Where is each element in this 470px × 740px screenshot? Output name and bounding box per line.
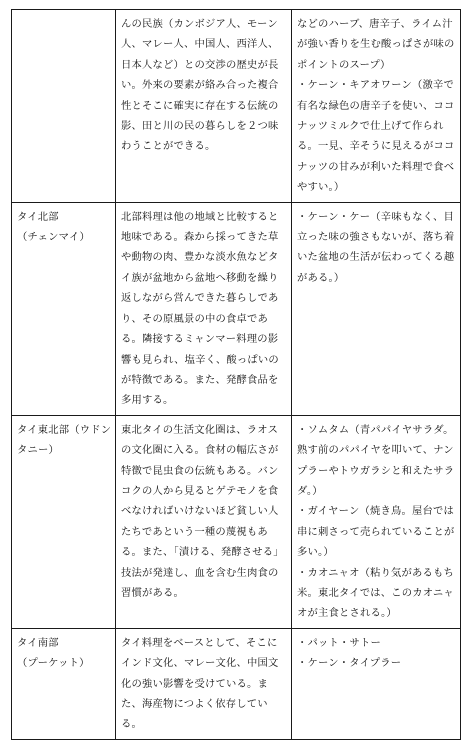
dish-item: ・ケーン・ケー（辛味もなく、目立った味の強さもないが、落ち着いた盆地の生活が伝わってくる趣がある。） <box>297 210 455 284</box>
description-cell: 北部料理は他の地域と比較すると地味である。森から採ってきた草や動物の肉、豊かな淡水魚などタイ族が盆地から盆地へ移動を繰り返しながら営んできた暮らしであり、その原風景の中の食卓である。隣接するミャンマー料理の影響も見られ、塩辛く、酸っぱいのが特徴である。また、発酵食品を多用する。 <box>116 202 292 415</box>
regional-cuisine-table <box>11 9 461 740</box>
table-row <box>12 628 461 739</box>
region-name: タイ南部 <box>17 636 59 649</box>
region-cell <box>12 10 116 203</box>
region-name: タイ北部 <box>17 210 59 223</box>
table-row <box>12 202 461 415</box>
dish-item: ・カオニャオ（粘り気があるもち米。東北タイでは、このカオニャオが主食とされる。） <box>297 566 455 620</box>
region-city: （チェンマイ） <box>17 231 90 244</box>
dish-item: ・ソムタム（青パパイヤサラダ。熟す前のパパイヤを叩いて、ナンプラーやトウガラシと和えたサラダ。） <box>297 423 455 497</box>
region-city: タニー） <box>17 444 59 457</box>
region-cell <box>12 202 116 415</box>
dishes-cell <box>292 415 461 628</box>
description-cell: んの民族（カンボジア人、モーン人、マレー人、中国人、西洋人、日本人など）との交渉の歴史が長い。外来の要素が絡み合った複合性とそこに確実に存在する伝統の影、田と川の民の暮らしを２つ味わうことができる。 <box>116 10 292 203</box>
region-cell <box>12 628 116 739</box>
description-cell: タイ料理をベースとして、そこにインド文化、マレー文化、中国文化の強い影響を受けている。また、海産物につよく依存している。 <box>116 628 292 739</box>
dish-item: ・ケーン・キアオワーン（激辛で有名な緑色の唐辛子を使い、ココナッツミルクで仕上げて作られる。一見、辛そうに見えるがココナッツの甘みが利いた料理で食べやすい。） <box>297 79 455 194</box>
table-row <box>12 10 461 203</box>
dishes-cell <box>292 628 461 739</box>
description-cell: 東北タイの生活文化圏は、ラオスの文化圏に入る。食材の幅広さが特徴で昆虫食の伝統もある。バンコクの人から見るとゲテモノを食べなければいけないほど貧しい人たちであという一種の蔑視もある。また、「漬ける、発酵させる」技法が発達し、血を含む生肉食の習慣がある。 <box>116 415 292 628</box>
region-name: タイ東北部（ウドン <box>17 423 112 436</box>
region-cell <box>12 415 116 628</box>
region-city: （プーケット） <box>17 657 90 670</box>
dishes-cell <box>292 202 461 415</box>
dishes-cell <box>292 10 461 203</box>
dish-item: ・ケーン・タイプラー <box>297 657 402 670</box>
dish-item: などのハーブ、唐辛子、ライム汁が強い香りを生む酸っぱさが味のポイントのスープ） <box>297 18 455 71</box>
dish-item: ・ガイヤーン（焼き鳥。屋台では串に刺さって売られていることが多い。） <box>297 505 455 559</box>
table-row <box>12 415 461 628</box>
dish-item: ・パット・サトー <box>297 636 381 649</box>
